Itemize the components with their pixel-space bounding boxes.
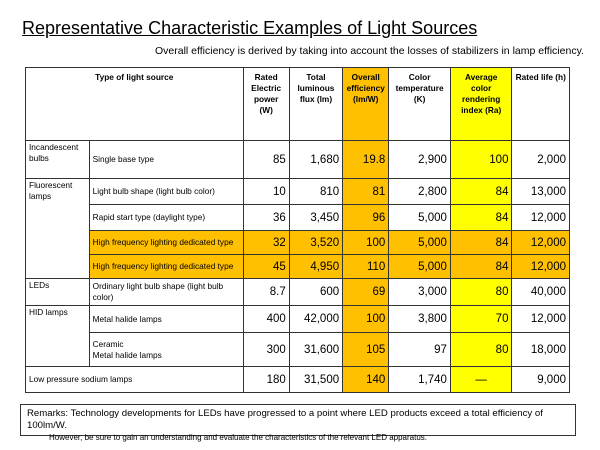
type-cell: High frequency lighting dedicated type	[89, 231, 243, 255]
header-cri: Average color rendering index (Ra)	[450, 68, 512, 141]
type-cell: Metal halide lamps	[89, 306, 243, 333]
color-temp-cell: 2,900	[389, 141, 451, 179]
color-temp-cell: 3,000	[389, 279, 451, 306]
category-cell: HID lamps	[26, 306, 90, 367]
power-cell: 36	[243, 205, 289, 231]
header-power: Rated Electric power (W)	[243, 68, 289, 141]
table-row	[26, 279, 570, 306]
flux-cell: 600	[289, 279, 342, 306]
type-cell: Light bulb shape (light bulb color)	[89, 179, 243, 205]
cri-cell: 80	[450, 333, 512, 367]
cri-cell: —	[450, 367, 512, 393]
color-temp-cell: 3,800	[389, 306, 451, 333]
color-temp-cell: 5,000	[389, 205, 451, 231]
power-cell: 10	[243, 179, 289, 205]
table-row	[26, 367, 570, 393]
flux-cell: 4,950	[289, 255, 342, 279]
power-cell: 8.7	[243, 279, 289, 306]
flux-cell: 31,500	[289, 367, 342, 393]
type-cell: Rapid start type (daylight type)	[89, 205, 243, 231]
remarks-box	[20, 404, 576, 442]
color-temp-cell: 5,000	[389, 231, 451, 255]
cri-cell: 84	[450, 255, 512, 279]
life-cell: 12,000	[512, 231, 570, 255]
type-cell: Ordinary light bulb shape (light bulb color)	[89, 279, 243, 306]
power-cell: 45	[243, 255, 289, 279]
type-cell: High frequency lighting dedicated type	[89, 255, 243, 279]
type-line-2: Metal halide lamps	[92, 349, 162, 360]
type-cell: Single base type	[89, 141, 243, 179]
category-cell: Incandescent bulbs	[26, 141, 90, 179]
cri-cell: 84	[450, 179, 512, 205]
life-cell: 40,000	[512, 279, 570, 306]
table-row	[26, 205, 570, 231]
cri-cell: 70	[450, 306, 512, 333]
header-color-temp: Color temperature (K)	[389, 68, 451, 141]
table-row	[26, 231, 570, 255]
color-temp-cell: 97	[389, 333, 451, 367]
efficiency-cell: 100	[343, 231, 389, 255]
table-row	[26, 306, 570, 333]
cri-cell: 100	[450, 141, 512, 179]
efficiency-cell: 69	[343, 279, 389, 306]
life-cell: 9,000	[512, 367, 570, 393]
power-cell: 32	[243, 231, 289, 255]
life-cell: 13,000	[512, 179, 570, 205]
flux-cell: 810	[289, 179, 342, 205]
document-title: Representative Characteristic Examples of Light Sources	[22, 18, 478, 38]
header-type: Type of light source	[26, 68, 244, 141]
header-efficiency: Overall efficiency (lm/W)	[343, 68, 389, 141]
cri-cell: 84	[450, 205, 512, 231]
life-cell: 2,000	[512, 141, 570, 179]
power-cell: 180	[243, 367, 289, 393]
efficiency-cell: 110	[343, 255, 389, 279]
efficiency-cell: 100	[343, 306, 389, 333]
flux-cell: 31,600	[289, 333, 342, 367]
life-cell: 12,000	[512, 306, 570, 333]
header-life: Rated life (h)	[512, 68, 570, 141]
header-row	[26, 68, 570, 141]
category-cell: Low pressure sodium lamps	[26, 367, 244, 393]
power-cell: 85	[243, 141, 289, 179]
efficiency-cell: 19.8	[343, 141, 389, 179]
efficiency-cell: 96	[343, 205, 389, 231]
efficiency-cell: 140	[343, 367, 389, 393]
color-temp-cell: 1,740	[389, 367, 451, 393]
remarks-line-1: Remarks: Technology developments for LEDs have progressed to a point where LED products exceed a total efficiency of 100lm/W.	[27, 408, 543, 431]
type-cell	[89, 333, 243, 367]
power-cell: 300	[243, 333, 289, 367]
flux-cell: 3,520	[289, 231, 342, 255]
header-flux: Total luminous flux (lm)	[289, 68, 342, 141]
power-cell: 400	[243, 306, 289, 333]
flux-cell: 3,450	[289, 205, 342, 231]
table-row	[26, 333, 570, 367]
cri-cell: 80	[450, 279, 512, 306]
category-cell: LEDs	[26, 279, 90, 306]
flux-cell: 1,680	[289, 141, 342, 179]
color-temp-cell: 2,800	[389, 179, 451, 205]
life-cell: 12,000	[512, 255, 570, 279]
type-line-1: Ceramic	[92, 338, 124, 349]
flux-cell: 42,000	[289, 306, 342, 333]
color-temp-cell: 5,000	[389, 255, 451, 279]
efficiency-cell: 81	[343, 179, 389, 205]
remarks-line-2: However, be sure to gain an understanding and evaluate the characteristics of the relevant LED apparatus.	[49, 433, 428, 442]
light-source-table	[25, 67, 570, 393]
table-row	[26, 179, 570, 205]
cri-cell: 84	[450, 231, 512, 255]
life-cell: 12,000	[512, 205, 570, 231]
category-cell: Fluorescent lamps	[26, 179, 90, 279]
document-subtitle: Overall efficiency is derived by taking into account the losses of stabilizers in lamp efficiency.	[155, 45, 584, 57]
table-row	[26, 141, 570, 179]
efficiency-cell: 105	[343, 333, 389, 367]
life-cell: 18,000	[512, 333, 570, 367]
table-row	[26, 255, 570, 279]
